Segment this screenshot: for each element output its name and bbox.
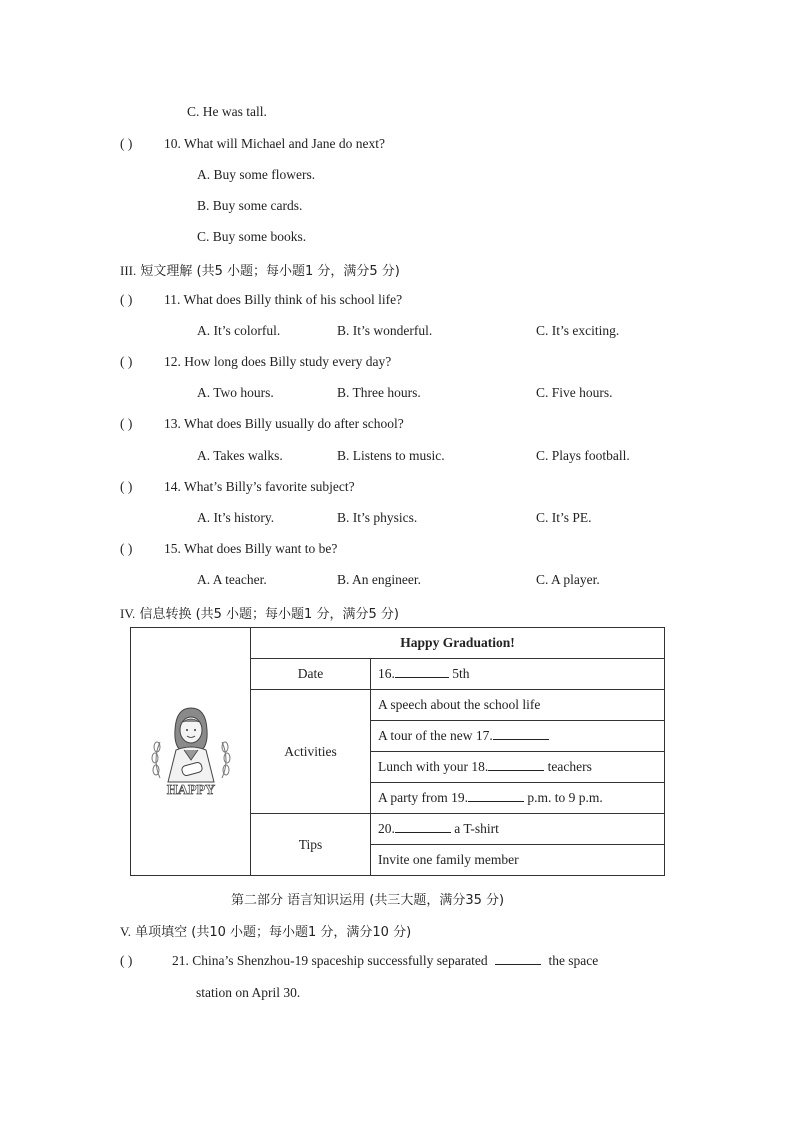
q21-stem-part-b: the space xyxy=(548,953,599,968)
q10-answer-paren[interactable]: ( ) xyxy=(120,136,133,151)
q14-stem: 14. What’s Billy’s favorite subject? xyxy=(164,479,355,494)
activities-label: Activities xyxy=(251,690,371,814)
section-5-numeral: V. xyxy=(120,924,131,939)
activity-4-suffix: p.m. to 9 p.m. xyxy=(527,790,603,805)
q11-answer-paren[interactable]: ( ) xyxy=(120,292,133,307)
q10-stem: 10. What will Michael and Jane do next? xyxy=(164,136,385,151)
q12-option-a: A. Two hours. xyxy=(197,385,274,400)
q12-option-c: C. Five hours. xyxy=(536,385,613,400)
q13-option-a: A. Takes walks. xyxy=(197,448,283,463)
tip-1-number: 20. xyxy=(378,821,395,836)
q20-blank[interactable] xyxy=(395,822,451,833)
activity-2-text: A tour of the new 17. xyxy=(378,728,493,743)
graduation-info-table xyxy=(130,627,665,876)
section-3-title: 短文理解 (共5 小题；每小题1 分，满分5 分) xyxy=(140,264,400,279)
q10-option-b: B. Buy some cards. xyxy=(197,198,303,213)
section-3-heading xyxy=(120,260,400,279)
q13-stem: 13. What does Billy usually do after school? xyxy=(164,416,404,431)
happy-word: HAPPY xyxy=(166,782,215,798)
q11-option-c: C. It’s exciting. xyxy=(536,323,620,338)
q17-blank[interactable] xyxy=(493,729,549,740)
q21-blank[interactable] xyxy=(495,954,541,965)
q21-answer-paren[interactable]: ( ) xyxy=(120,953,133,968)
q12-option-b: B. Three hours. xyxy=(337,385,421,400)
table-heading: Happy Graduation! xyxy=(251,628,665,659)
tip-1-suffix: a T-shirt xyxy=(454,821,499,836)
q15-option-a: A. A teacher. xyxy=(197,572,267,587)
q13-answer-paren[interactable]: ( ) xyxy=(120,416,133,431)
section-3-numeral: III. xyxy=(120,263,137,278)
q11-option-b: B. It’s wonderful. xyxy=(337,323,433,338)
activity-1: A speech about the school life xyxy=(371,690,665,721)
activity-3-text: Lunch with your 18. xyxy=(378,759,489,774)
q12-answer-paren[interactable]: ( ) xyxy=(120,354,133,369)
date-suffix: 5th xyxy=(452,666,470,681)
q14-option-a: A. It’s history. xyxy=(197,510,275,525)
q10-option-a: A. Buy some flowers. xyxy=(197,167,316,182)
q14-option-b: B. It’s physics. xyxy=(337,510,418,525)
q9-option-c: C. He was tall. xyxy=(187,104,267,119)
q13-option-b: B. Listens to music. xyxy=(337,448,445,463)
part-2-heading: 第二部分 语言知识运用 (共三大题，满分35 分) xyxy=(231,893,505,908)
q18-blank[interactable] xyxy=(488,760,544,771)
q10-option-c: C. Buy some books. xyxy=(197,229,307,244)
date-q16-number: 16. xyxy=(378,666,395,681)
activity-3-suffix: teachers xyxy=(547,759,592,774)
q19-blank[interactable] xyxy=(468,791,524,802)
q15-option-b: B. An engineer. xyxy=(337,572,421,587)
activity-4 xyxy=(371,783,665,814)
q11-option-a: A. It’s colorful. xyxy=(197,323,281,338)
section-5-title: 单项填空 (共10 小题；每小题1 分，满分10 分) xyxy=(135,925,412,940)
graduate-girl-icon xyxy=(146,700,236,800)
q21-stem-line2: station on April 30. xyxy=(196,985,301,1000)
q15-answer-paren[interactable]: ( ) xyxy=(120,541,133,556)
q13-option-c: C. Plays football. xyxy=(536,448,630,463)
q14-answer-paren[interactable]: ( ) xyxy=(120,479,133,494)
tip-2: Invite one family member xyxy=(371,845,665,876)
q21-stem-part-a: 21. China’s Shenzhou-19 spaceship successfully separated xyxy=(172,953,488,968)
q11-stem: 11. What does Billy think of his school life? xyxy=(164,292,403,307)
activity-4-text: A party from 19. xyxy=(378,790,468,805)
graduation-picture-cell xyxy=(131,628,251,876)
tip-1 xyxy=(371,814,665,845)
q12-stem: 12. How long does Billy study every day? xyxy=(164,354,392,369)
date-row xyxy=(371,659,665,690)
q14-option-c: C. It’s PE. xyxy=(536,510,592,525)
activity-2 xyxy=(371,721,665,752)
q15-stem: 15. What does Billy want to be? xyxy=(164,541,338,556)
tips-label: Tips xyxy=(251,814,371,876)
section-4-title: 信息转换 (共5 小题；每小题1 分，满分5 分) xyxy=(139,607,399,622)
section-4-heading xyxy=(120,603,399,622)
section-4-numeral: IV. xyxy=(120,606,136,621)
q15-option-c: C. A player. xyxy=(536,572,600,587)
section-5-heading xyxy=(120,921,411,940)
activity-3 xyxy=(371,752,665,783)
date-label: Date xyxy=(251,659,371,690)
q16-blank[interactable] xyxy=(395,667,449,678)
q21-stem-line1 xyxy=(172,953,598,969)
